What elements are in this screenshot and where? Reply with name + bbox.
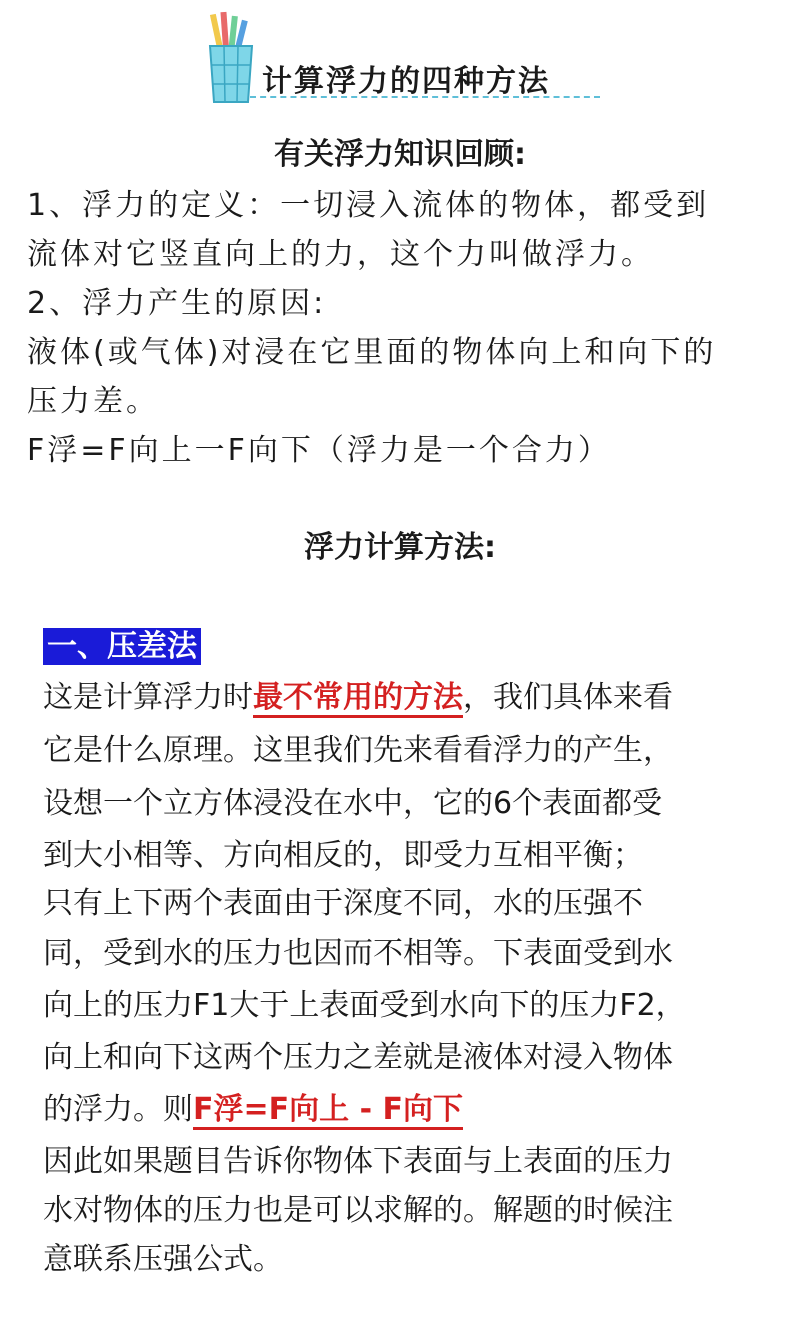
method-text: 这是计算浮力时 — [43, 680, 253, 715]
method-line: 意联系压强公式。 — [43, 1242, 283, 1277]
method-text: 的浮力。则 — [43, 1092, 193, 1127]
method-line — [43, 1092, 463, 1128]
review-line: 2、浮力产生的原因: — [27, 286, 327, 321]
section-label-pressure-difference: 一、压差法 — [43, 628, 201, 665]
highlight-least-common: 最不常用的方法 — [253, 680, 463, 718]
methods-heading: 浮力计算方法: — [304, 530, 496, 565]
method-text: ，我们具体来看 — [463, 680, 673, 715]
method-line: 向上的压力F1大于上表面受到水向下的压力F2， — [43, 988, 686, 1023]
method-line: 设想一个立方体浸没在水中，它的6个表面都受 — [43, 786, 663, 821]
pencil-cup-icon — [200, 10, 260, 105]
method-line — [43, 680, 673, 716]
method-line: 只有上下两个表面由于深度不同，水的压强不 — [43, 886, 643, 921]
review-line: 1、浮力的定义：一切浸入流体的物体，都受到 — [27, 188, 710, 223]
method-line: 它是什么原理。这里我们先来看看浮力的产生， — [43, 733, 673, 768]
title-underline — [250, 96, 600, 98]
method-line: 因此如果题目告诉你物体下表面与上表面的压力 — [43, 1144, 673, 1179]
review-line: 压力差。 — [27, 384, 159, 419]
review-line: 液体(或气体)对浸在它里面的物体向上和向下的 — [27, 335, 717, 370]
method-line: 向上和向下这两个压力之差就是液体对浸入物体 — [43, 1040, 673, 1075]
review-line: F浮=F向上一F向下（浮力是一个合力） — [27, 433, 611, 468]
review-line: 流体对它竖直向上的力，这个力叫做浮力。 — [27, 237, 654, 272]
method-line: 水对物体的压力也是可以求解的。解题的时候注 — [43, 1193, 673, 1228]
method-line: 同，受到水的压力也因而不相等。下表面受到水 — [43, 936, 673, 971]
method-line: 到大小相等、方向相反的，即受力互相平衡； — [43, 838, 643, 873]
page-title: 计算浮力的四种方法 — [262, 64, 550, 99]
highlight-formula: F浮=F向上 - F向下 — [193, 1092, 463, 1130]
header — [200, 10, 620, 105]
review-heading: 有关浮力知识回顾: — [274, 137, 526, 172]
